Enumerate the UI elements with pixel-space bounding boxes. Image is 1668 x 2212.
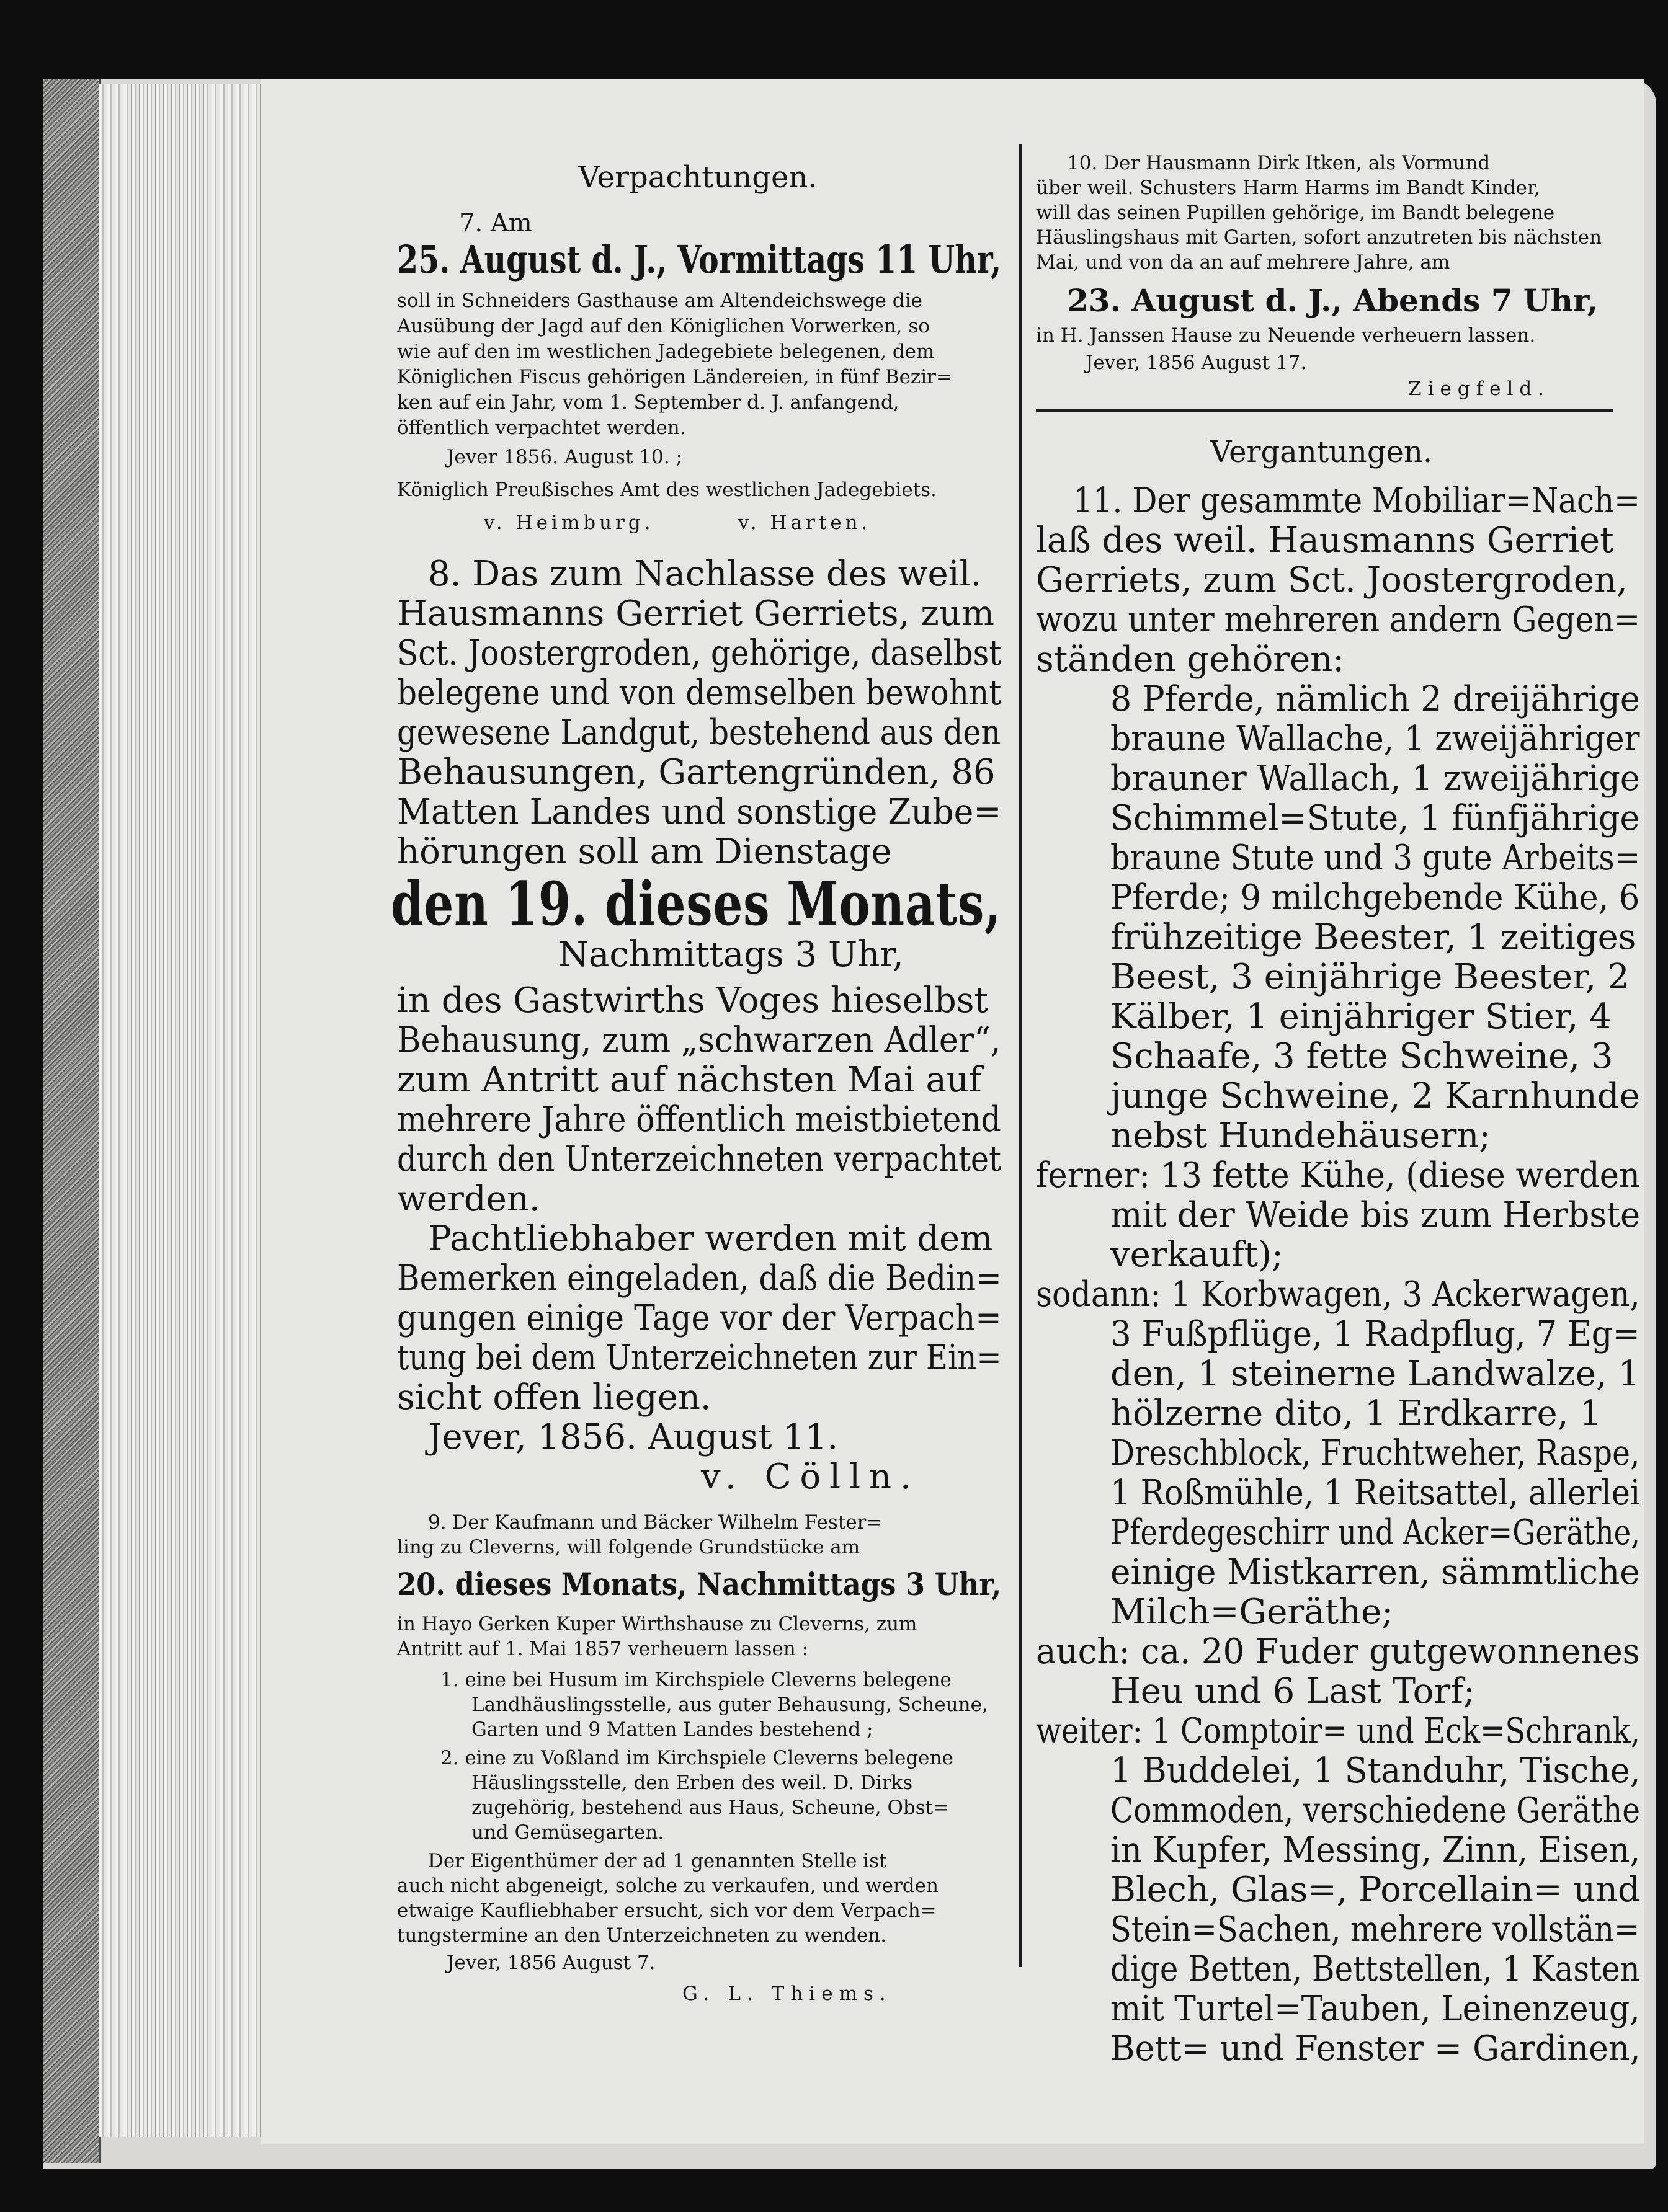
notice-8-body-line: Bemerken eingeladen, daß die Bedin=: [397, 1258, 1002, 1299]
book-spine-binding: [43, 79, 101, 2163]
notice-8-body-line: Matten Landes und sonstige Zube=: [397, 792, 1002, 832]
notice-7-body-line: soll in Schneiders Gasthause am Altendeichswege die: [397, 290, 922, 312]
notice-9-place-date: Jever, 1856 August 7.: [447, 1952, 656, 1974]
notice-10-body-line: in H. Janssen Hause zu Neuende verheuern lassen.: [1036, 324, 1536, 347]
notice-11-list-line: Beest, 3 einjährige Beester, 2: [1110, 957, 1630, 997]
notice-8-body-line: belegene und von demselben bewohnt: [397, 673, 1002, 713]
notice-11-sodann-line: sodann: 1 Korbwagen, 3 Ackerwagen,: [1036, 1274, 1640, 1315]
notice-8-body-line: Pachtliebhaber werden mit dem: [428, 1219, 993, 1259]
notice-9-item-line: und Gemüsegarten.: [471, 1821, 664, 1844]
notice-11-weiter-line: Bett= und Fenster = Gardinen,: [1110, 2028, 1641, 2069]
notice-8-body-line: mehrere Jahre öffentlich meistbietend: [397, 1099, 1001, 1140]
notice-11-list-line: frühzeitige Beester, 1 zeitiges: [1110, 917, 1636, 957]
section-separator: [1036, 409, 1613, 412]
notice-10-signer: Ziegfeld.: [1408, 378, 1551, 400]
notice-9-item-line: 2. eine zu Voßland im Kirchspiele Cleverns belegene: [440, 1747, 953, 1769]
notice-11-sodann-line: Dreschblock, Fruchtweher, Raspe,: [1110, 1433, 1640, 1473]
notice-8-body-line: Behausung, zum „schwarzen Adler“,: [397, 1020, 1001, 1060]
notice-8-body-line: Hausmanns Gerriet Gerriets, zum: [397, 593, 994, 634]
notice-11-sodann-line: einige Mistkarren, sämmtliche: [1110, 1552, 1640, 1592]
notice-10-date: 23. August d. J., Abends 7 Uhr,: [1067, 282, 1598, 319]
notice-8-body-line: 8. Das zum Nachlasse des weil.: [428, 554, 982, 594]
notice-8-body-line: zum Antritt auf nächsten Mai auf: [397, 1060, 982, 1100]
notice-10-body-line: über weil. Schusters Harm Harms im Bandt Kinder,: [1036, 177, 1541, 199]
notice-11-sodann-line: 3 Fußpflüge, 1 Radpflug, 7 Eg=: [1110, 1314, 1640, 1354]
notice-9-item-line: 1. eine bei Husum im Kirchspiele Cleverns belegene: [440, 1669, 952, 1691]
notice-7-signer: v. Harten.: [738, 512, 872, 534]
notice-8-body-line: durch den Unterzeichneten verpachtet: [397, 1139, 1001, 1179]
notice-11-list-line: Kälber, 1 einjähriger Stier, 4: [1110, 997, 1612, 1037]
notice-10-place-date: Jever, 1856 August 17.: [1086, 352, 1307, 374]
notice-11-weiter-line: 1 Buddelei, 1 Standuhr, Tische,: [1110, 1751, 1641, 1791]
notice-7-signer: v. Heimburg.: [484, 512, 654, 534]
notice-8-place-date: Jever, 1856. August 11.: [428, 1417, 839, 1457]
notice-11-list-line: Schimmel=Stute, 1 fünfjährige: [1110, 798, 1640, 838]
notice-7-date: 25. August d. J., Vormittags 11 Uhr,: [397, 237, 1002, 282]
column-divider: [1019, 144, 1022, 1967]
section-heading-verpachtungen: Verpachtungen.: [578, 160, 818, 195]
notice-9-item-line: Landhäuslingsstelle, aus guter Behausung, Scheune,: [471, 1694, 988, 1716]
notice-11-weiter-line: weiter: 1 Comptoir= und Eck=Schrank,: [1036, 1711, 1641, 1751]
notice-7-body-line: ken auf ein Jahr, vom 1. September d. J. anfangend,: [397, 391, 899, 414]
notice-11-weiter-line: Blech, Glas=, Porcellain= und: [1110, 1870, 1640, 1910]
notice-11-intro-line: 11. Der gesammte Mobiliar=Nach=: [1073, 481, 1641, 521]
notice-11-intro-line: Gerriets, zum Sct. Joostergroden,: [1036, 560, 1628, 600]
notice-9-note-line: tungstermine an den Unterzeichneten zu wenden.: [397, 1924, 887, 1947]
notice-9-note-line: etwaige Kaufliebhaber ersucht, sich vor dem Verpach=: [397, 1899, 937, 1922]
notice-8-body-line: tung bei dem Unterzeichneten zur Ein=: [397, 1338, 1002, 1378]
notice-11-list-line: nebst Hundehäusern;: [1110, 1116, 1491, 1156]
notice-7-place-date: Jever 1856. August 10. ;: [447, 446, 682, 468]
notice-9-item-line: zugehörig, bestehend aus Haus, Scheune, Obst=: [471, 1797, 950, 1819]
notice-9-body-line: Antritt auf 1. Mai 1857 verheuern lassen :: [397, 1638, 809, 1660]
notice-7-number: 7. Am: [459, 209, 532, 238]
notice-7-authority: Königlich Preußisches Amt des westlichen Jadegebiets.: [397, 479, 937, 501]
notice-11-list-line: Schaafe, 3 fette Schweine, 3: [1110, 1036, 1613, 1077]
notice-10-body-line: Mai, und von da an auf mehrere Jahre, am: [1036, 251, 1450, 273]
notice-11-weiter-line: Stein=Sachen, mehrere vollstän=: [1110, 1909, 1640, 1950]
notice-8-body-line: in des Gastwirths Voges hieselbst: [397, 980, 988, 1021]
notice-11-list-line: junge Schweine, 2 Karnhunde: [1110, 1076, 1640, 1116]
notice-8-date-big: den 19. dieses Monats,: [391, 869, 1002, 939]
notice-11-sodann-line: hölzerne dito, 1 Erdkarre, 1: [1110, 1393, 1602, 1434]
notice-8-body-line: werden.: [397, 1179, 540, 1219]
notice-11-ferner-line: verkauft);: [1110, 1235, 1283, 1275]
notice-7-body-line: Königlichen Fiscus gehörigen Ländereien, in fünf Bezir=: [397, 366, 952, 388]
notice-10-body-line: Häuslingshaus mit Garten, sofort anzutreten bis nächsten: [1036, 226, 1602, 249]
notice-7-body-line: Ausübung der Jagd auf den Königlichen Vorwerken, so: [397, 315, 930, 337]
notice-8-body-line: Behausungen, Gartengründen, 86: [397, 752, 996, 793]
notice-11-sodann-line: den, 1 steinerne Landwalze, 1: [1110, 1354, 1641, 1394]
notice-11-list-line: braune Wallache, 1 zweijähriger: [1110, 719, 1640, 759]
notice-8-body-line: Sct. Joostergroden, gehörige, daselbst: [397, 633, 1002, 673]
notice-11-list-line: brauner Wallach, 1 zweijährige: [1110, 758, 1640, 799]
notice-9-note-line: Der Eigenthümer der ad 1 genannten Stelle ist: [428, 1850, 887, 1872]
notice-11-weiter-line: mit Turtel=Tauben, Leinenzeug,: [1110, 1989, 1640, 2029]
notice-11-weiter-line: dige Betten, Bettstellen, 1 Kasten: [1110, 1949, 1640, 1989]
notice-9-intro-line: ling zu Cleverns, will folgende Grundstücke am: [397, 1536, 860, 1558]
notice-7-body-line: wie auf den im westlichen Jadegebiete belegenen, dem: [397, 340, 935, 363]
notice-8-body-line: sicht offen liegen.: [397, 1377, 711, 1418]
page-stack-edges: [99, 84, 261, 2137]
notice-7-body-line: öffentlich verpachtet werden.: [397, 417, 686, 439]
section-heading-vergantungen: Vergantungen.: [1210, 435, 1433, 469]
notice-9-item-line: Garten und 9 Matten Landes bestehend ;: [471, 1718, 873, 1741]
notice-9-body-line: in Hayo Gerken Kuper Wirthshause zu Cleverns, zum: [397, 1613, 917, 1635]
notice-11-list-line: braune Stute und 3 gute Arbeits=: [1110, 838, 1641, 878]
notice-11-intro-line: wozu unter mehreren andern Gegen=: [1036, 600, 1641, 640]
notice-9-note-line: auch nicht abgeneigt, solche zu verkaufen, und werden: [397, 1875, 939, 1897]
notice-10-body-line: 10. Der Hausmann Dirk Itken, als Vormund: [1067, 152, 1491, 174]
notice-11-sodann-line: Milch=Geräthe;: [1110, 1592, 1394, 1632]
notice-8-body-line: hörungen soll am Dienstage: [397, 832, 892, 872]
notice-11-ferner-line: ferner: 13 fette Kühe, (diese werden: [1036, 1155, 1640, 1196]
notice-10-body-line: will das seinen Pupillen gehörige, im Bandt belegene: [1036, 202, 1555, 224]
notice-8-signer: v. Cölln.: [701, 1457, 920, 1497]
notice-11-auch-line: Heu und 6 Last Torf;: [1110, 1671, 1475, 1712]
notice-8-body-line: gungen einige Tage vor der Verpach=: [397, 1298, 1002, 1338]
notice-8-time: Nachmittags 3 Uhr,: [558, 935, 904, 975]
notice-9-date: 20. dieses Monats, Nachmittags 3 Uhr,: [397, 1566, 1002, 1602]
notice-11-weiter-line: in Kupfer, Messing, Zinn, Eisen,: [1110, 1830, 1641, 1870]
notice-11-sodann-line: 1 Roßmühle, 1 Reitsattel, allerlei: [1110, 1473, 1641, 1513]
notice-9-signer: G. L. Thiems.: [682, 1983, 892, 2005]
notice-11-auch-line: auch: ca. 20 Fuder gutgewonnenes: [1036, 1632, 1640, 1672]
notice-11-list-line: 8 Pferde, nämlich 2 dreijährige: [1110, 679, 1640, 719]
notice-11-sodann-line: Pferdegeschirr und Acker=Geräthe,: [1110, 1512, 1640, 1553]
notice-9-item-line: Häuslingsstelle, den Erben des weil. D. Dirks: [471, 1772, 913, 1794]
notice-11-intro-line: laß des weil. Hausmanns Gerriet: [1036, 520, 1614, 561]
notice-11-ferner-line: mit der Weide bis zum Herbste: [1110, 1195, 1641, 1235]
notice-11-list-line: Pferde; 9 milchgebende Kühe, 6: [1110, 877, 1640, 918]
notice-11-intro-line: ständen gehören:: [1036, 639, 1345, 680]
notice-8-body-line: gewesene Landgut, bestehend aus den: [397, 713, 1001, 753]
notice-11-weiter-line: Commoden, verschiedene Geräthe: [1110, 1790, 1641, 1831]
notice-9-intro-line: 9. Der Kaufmann und Bäcker Wilhelm Fester=: [428, 1511, 883, 1534]
